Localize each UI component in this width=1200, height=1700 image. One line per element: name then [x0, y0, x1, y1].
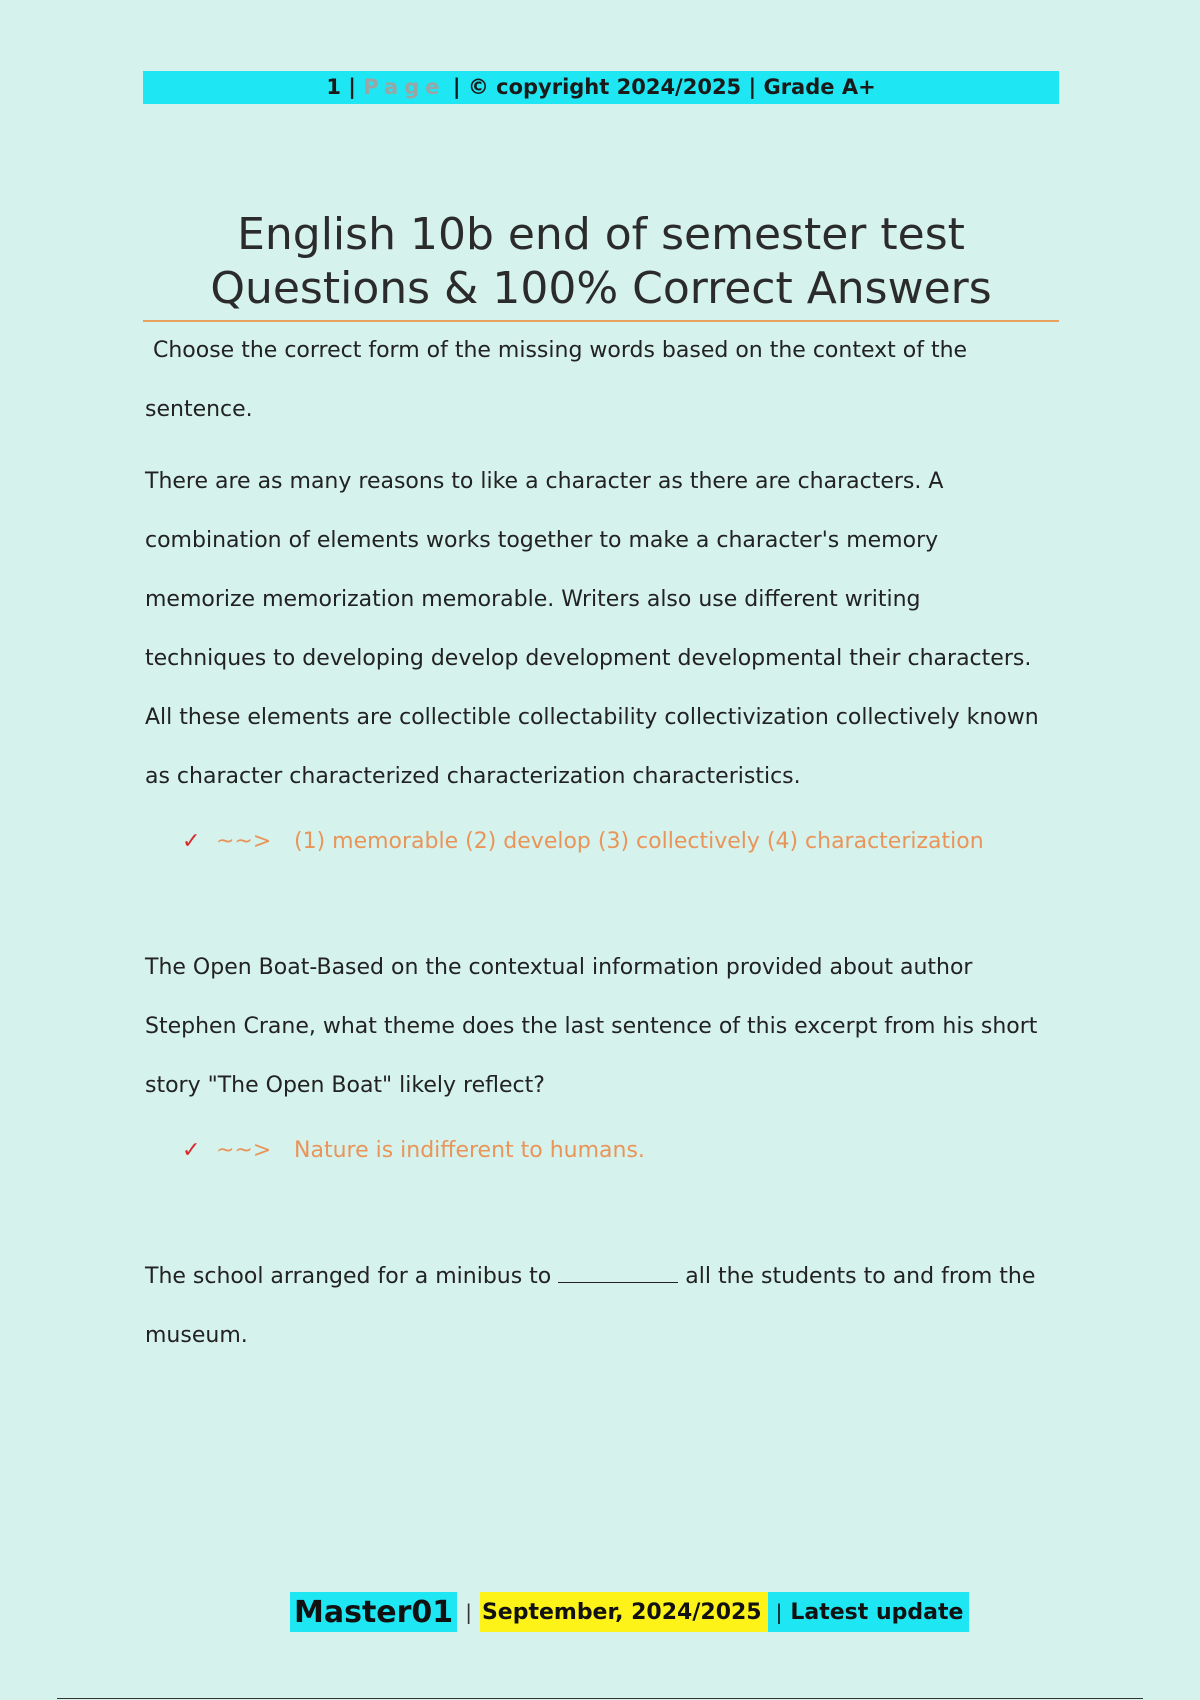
page-header	[143, 71, 1059, 104]
header-separator: |	[340, 75, 364, 99]
checkmark-icon: ✓	[182, 829, 201, 854]
footer-separator: |	[465, 1600, 472, 1624]
answer-line	[182, 813, 1045, 871]
question-text-after-blank: all the students to and from the museum.	[145, 1264, 1036, 1348]
question-text: The Open Boat-Based on the contextual information provided about author Stephen Crane, what theme does the last sentence of this excerpt from his short story "The Open Boat" likely reflect?	[145, 955, 1038, 1098]
copyright-text: © copyright 2024/2025	[467, 75, 742, 99]
page-label: Page	[363, 75, 446, 99]
header-separator: |	[741, 75, 764, 99]
question-instruction: Choose the correct form of the missing words based on the context of the sentence.	[145, 338, 968, 422]
fill-in-blank	[558, 1262, 678, 1283]
question-text: There are as many reasons to like a character as there are characters. A combination of elements works together to make a character's memory memorize memorization memorable. Writers also use different writing techniques to developing develop development developmental their characters. All these elements are collectible collectability collectivization collectively known as character characterized characterization characteristics.	[145, 469, 1039, 789]
answer-text: (1) memorable (2) develop (3) collectively (4) characterization	[294, 829, 984, 854]
footer-update	[768, 1592, 970, 1632]
document-body	[145, 321, 1045, 1365]
answer-text: Nature is indifferent to humans.	[294, 1138, 645, 1163]
answer-line	[182, 1122, 1045, 1180]
arrow-icon: ~~>	[216, 1138, 272, 1163]
grade-text: Grade A+	[763, 75, 876, 99]
footer-brand: Master01	[290, 1592, 457, 1632]
question-text-before-blank: The school arranged for a minibus to	[145, 1264, 559, 1289]
footer-date: September, 2024/2025	[480, 1592, 768, 1632]
page-number: 1	[326, 75, 341, 99]
footer-separator: |	[775, 1600, 783, 1624]
checkmark-icon: ✓	[182, 1138, 201, 1163]
question-text	[145, 1247, 1045, 1365]
arrow-icon: ~~>	[216, 829, 272, 854]
footer-update-text: Latest update	[790, 1599, 964, 1625]
document-title: English 10b end of semester test Questions & 100% Correct Answers	[210, 209, 992, 314]
header-separator: |	[445, 75, 468, 99]
footer-divider	[57, 1698, 1143, 1699]
page-footer	[290, 1592, 969, 1632]
